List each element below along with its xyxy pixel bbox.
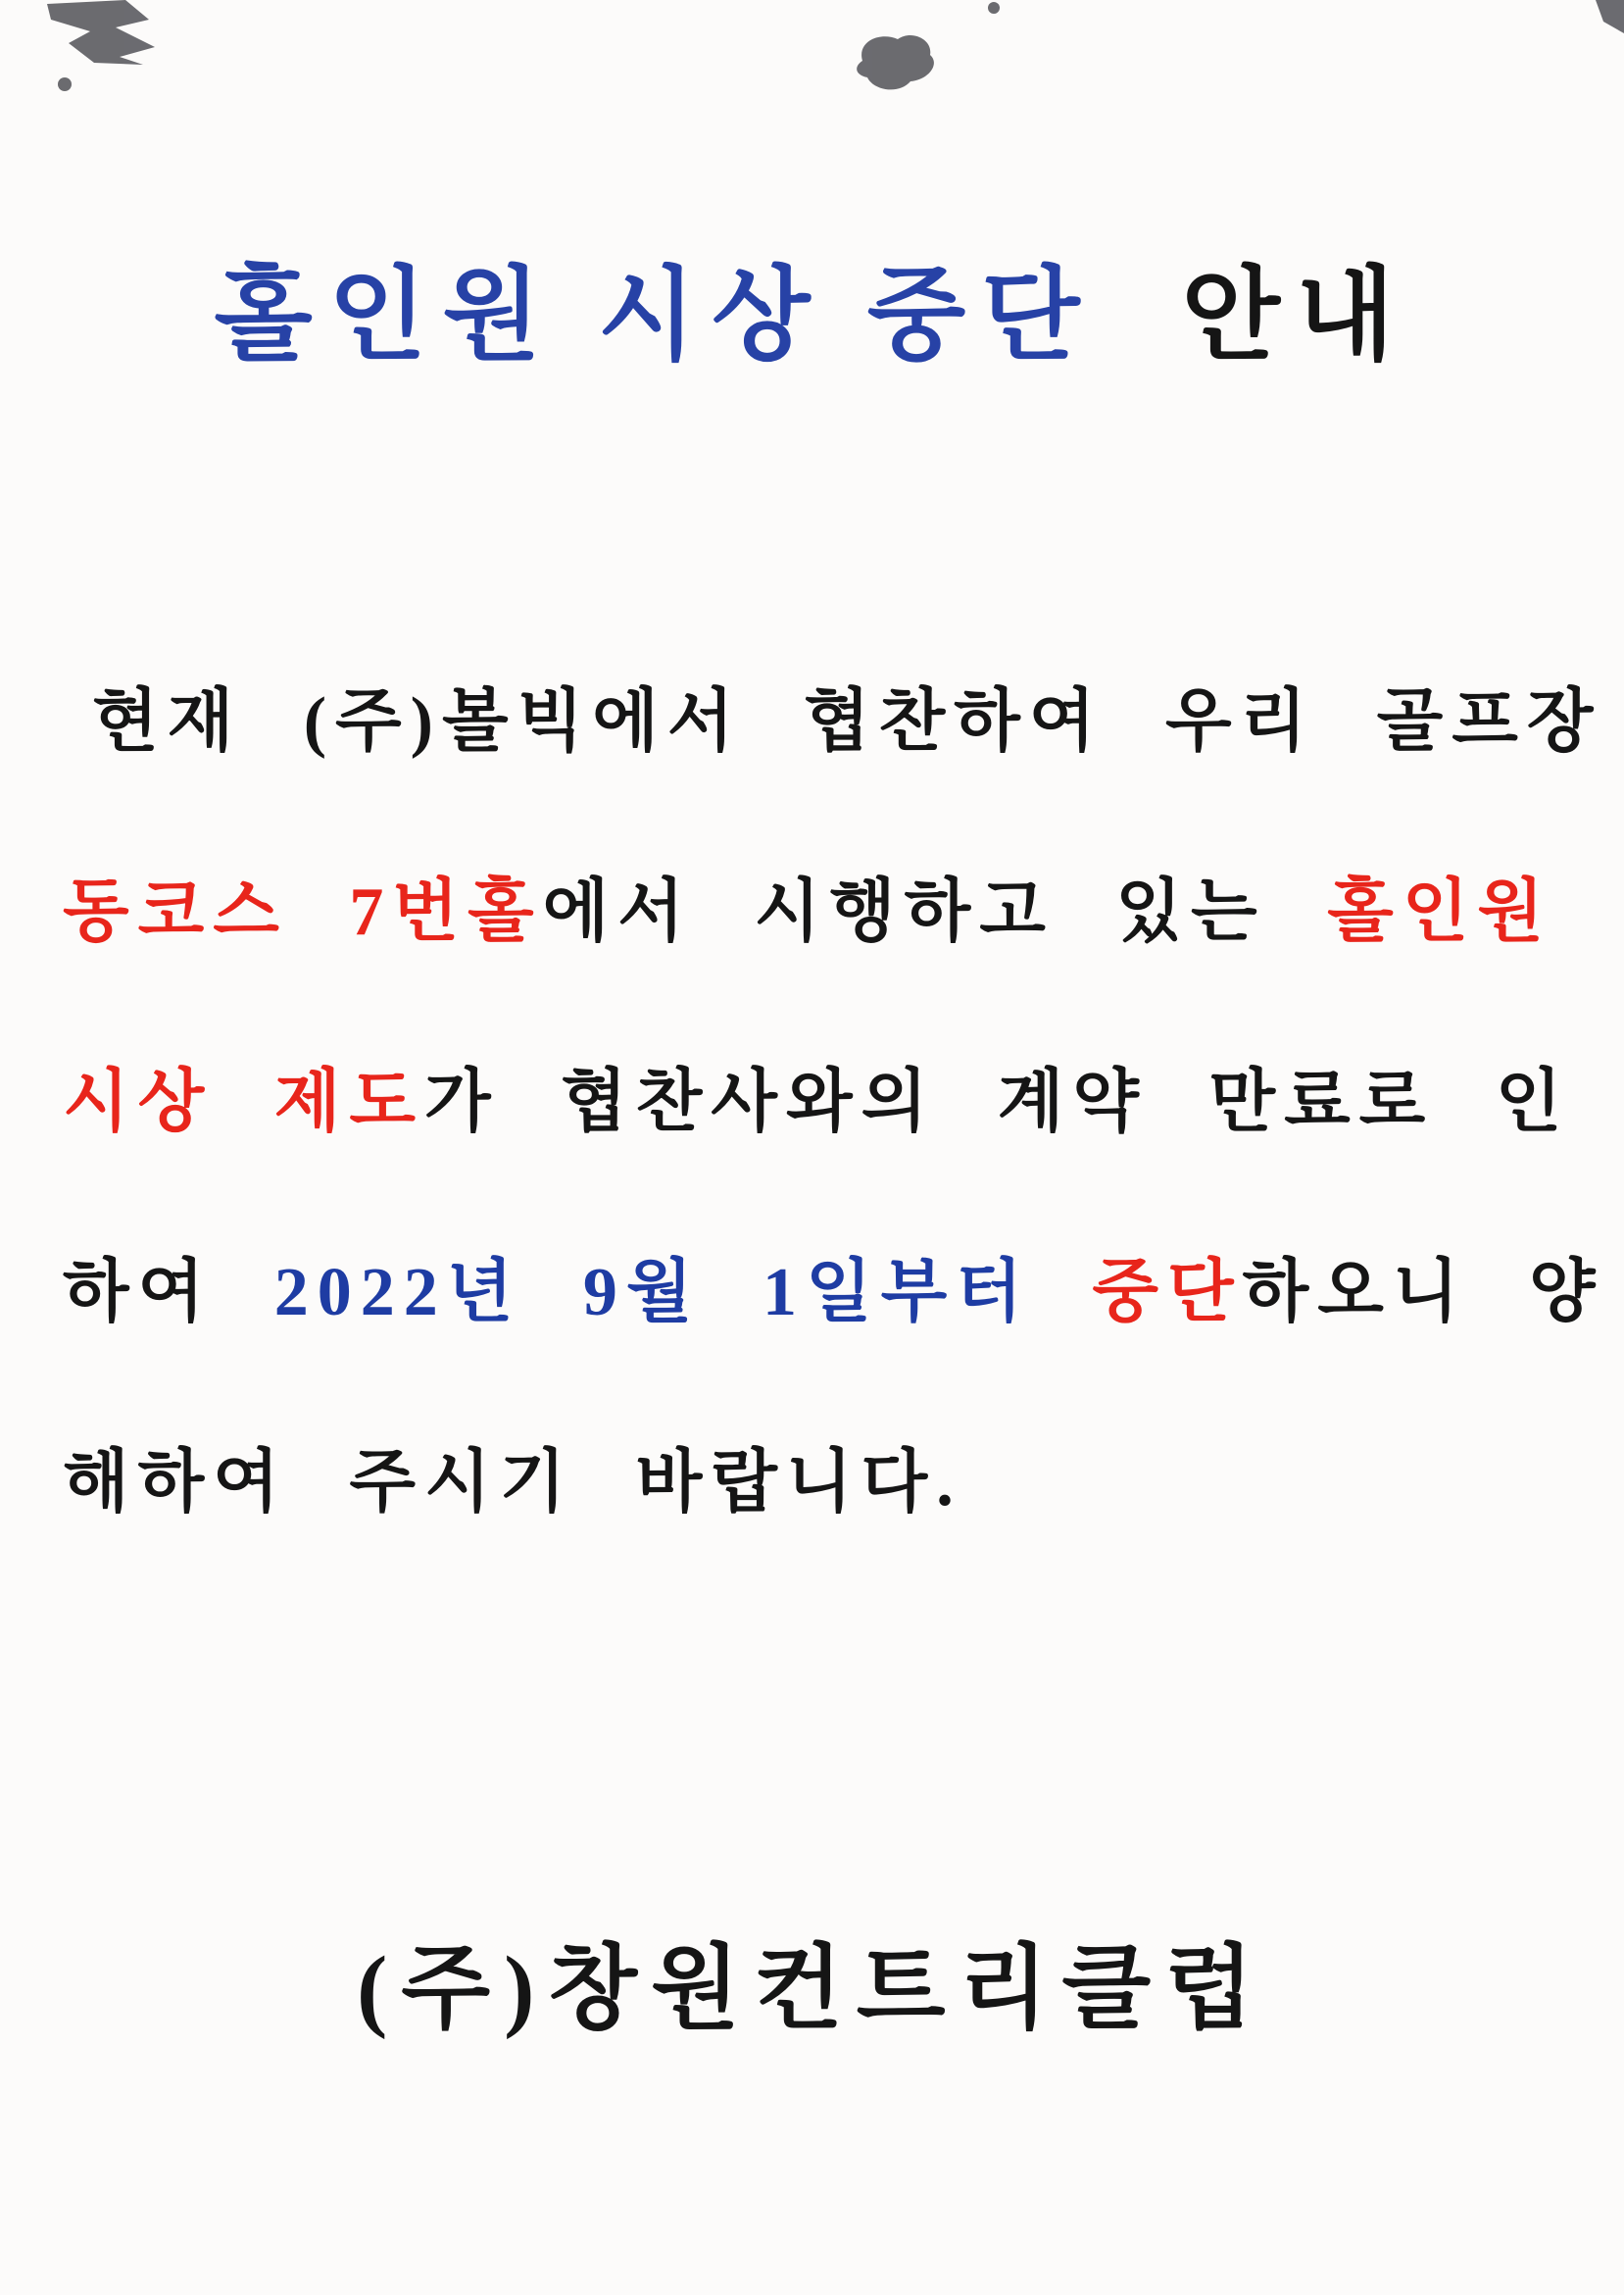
text-segment-highlight: 시상 제도 xyxy=(63,1065,424,1140)
text-segment: 하여 xyxy=(63,1255,274,1330)
text-segment: 에서 시행하고 있는 xyxy=(542,874,1328,950)
ink-speck-left xyxy=(58,77,72,91)
title-suffix-text: 안내 xyxy=(1181,260,1410,373)
title-highlight-text: 홀인원 시상 중단 xyxy=(214,260,1096,373)
ink-smudge-top-right-corner xyxy=(1596,0,1624,33)
ink-smudge-center-right xyxy=(857,35,934,89)
text-segment-highlight: 홀인원 xyxy=(1327,874,1552,950)
signature xyxy=(0,1923,1624,2055)
signature-text: (주)창원컨트리클럽 xyxy=(356,1938,1268,2040)
body-line-2 xyxy=(63,818,1569,1008)
body-line-5 xyxy=(63,1388,1569,1578)
text-segment: 가 협찬사와의 계약 만료로 인 xyxy=(423,1065,1571,1140)
body-line-4 xyxy=(63,1198,1604,1388)
text-segment: 해하여 주시기 바랍니다. xyxy=(63,1445,962,1521)
text-segment: 하오니 양 xyxy=(1242,1255,1604,1330)
page-title xyxy=(0,243,1624,390)
ink-smudge-top-left xyxy=(47,0,155,65)
body-line-1 xyxy=(63,627,1602,818)
notice-body xyxy=(63,627,1604,1578)
ink-smudge-artifacts xyxy=(0,0,1624,127)
text-segment-date: 2022년 9월 1일부터 xyxy=(273,1255,1093,1330)
text-segment-highlight: 동코스 7번홀 xyxy=(63,874,543,950)
body-line-3 xyxy=(63,1008,1569,1198)
text-segment-highlight: 중단 xyxy=(1092,1255,1243,1330)
text-segment: 현재 (주)볼빅에서 협찬하여 우리 골프장 xyxy=(92,684,1602,760)
ink-speck-center xyxy=(988,2,1000,14)
